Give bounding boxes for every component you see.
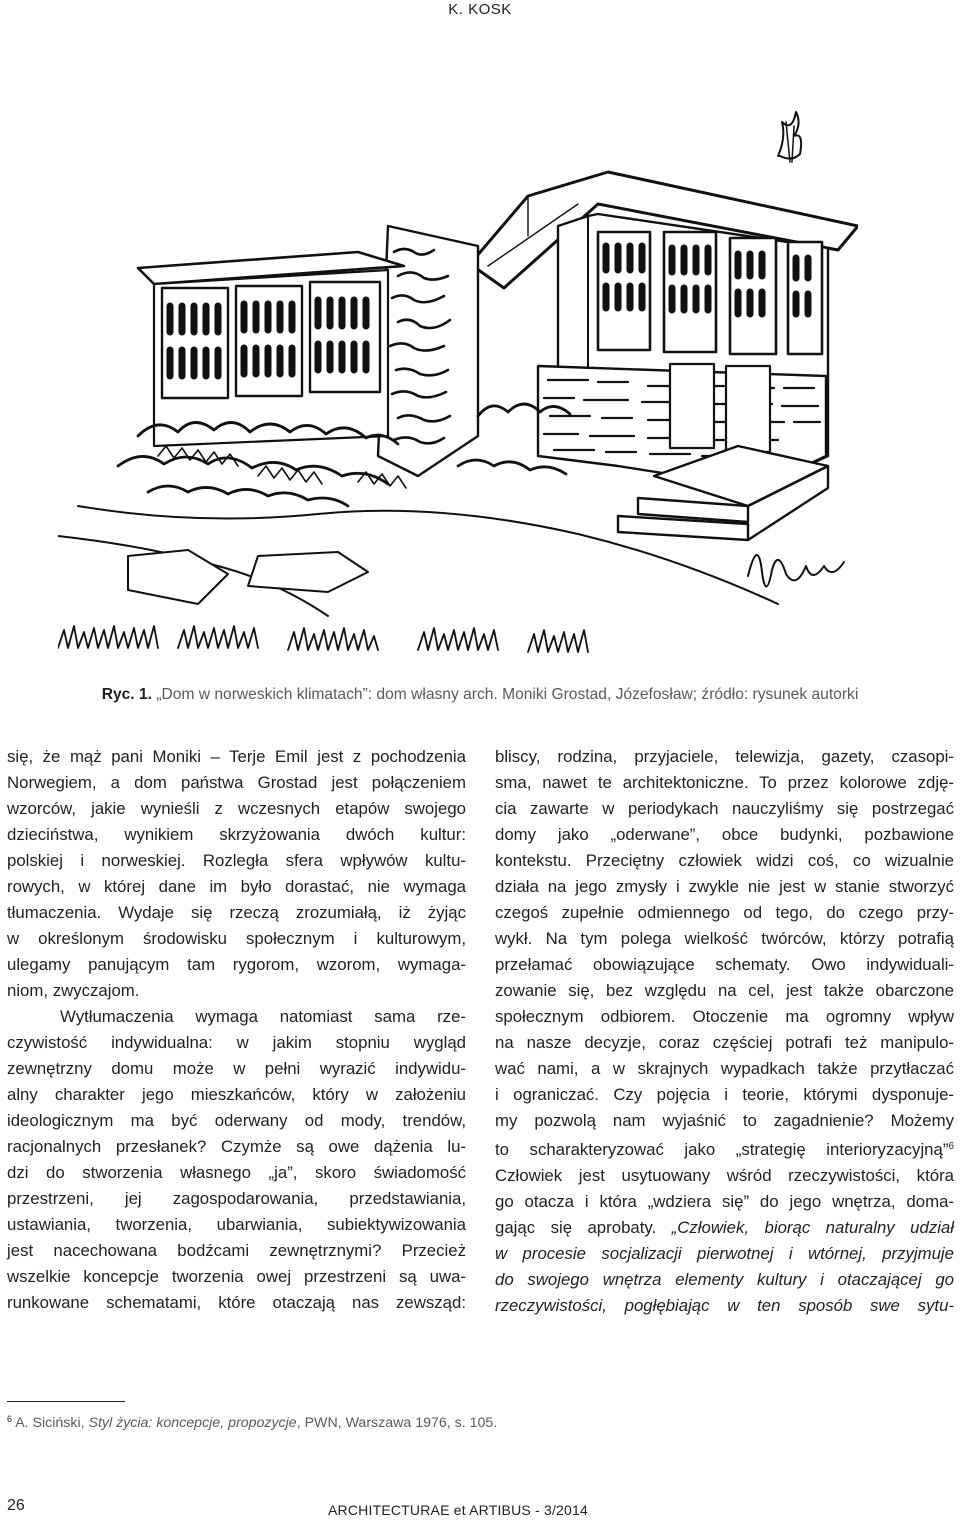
- left-column: [7, 744, 466, 1316]
- text-line: cia zawarte w periodykach nauczyliśmy się postrzegać: [495, 799, 954, 818]
- text-line: dzi do stworzenia własnego „ja”, skoro świadomość: [7, 1163, 466, 1182]
- footnote-marker: 6: [7, 1414, 13, 1424]
- text-line: wać nami, a w skrajnych wypadkach także przytłaczać: [495, 1059, 954, 1078]
- text-line: przełamać obowiązujące schematy. Owo indywiduali-: [495, 955, 954, 974]
- text-line: Norwegiem, a dom państwa Grostad jest połączeniem: [7, 773, 466, 792]
- text-line: runkowane schematami, które otaczają nas zewsząd:: [7, 1293, 466, 1312]
- text-line: w określonym środowisku społecznym i kulturowym,: [7, 929, 466, 948]
- text-line: ustawiania, tworzenia, ubarwiania, subiektywizowania: [7, 1215, 466, 1234]
- text-line-body: gając się aprobaty.: [495, 1218, 672, 1237]
- text-line: zewnętrzny domu może w pełni wyrazić indywidu-: [7, 1059, 466, 1078]
- text-line: na nasze decyzje, coraz częściej potrafi też manipulo-: [495, 1033, 954, 1052]
- text-line: społecznym odbiorem. Otoczenie ma ogromny wpływ: [495, 1007, 954, 1026]
- text-line: tłumaczenia. Wydaje się rzeczą zrozumiałą, iż żyjąc: [7, 903, 466, 922]
- footnote-author: A. Siciński,: [15, 1415, 89, 1431]
- right-column: [495, 744, 954, 1319]
- house-sketch-illustration: [58, 36, 858, 668]
- italic-quote: rzeczywistości, pogłębiając w ten sposób swe sytu-: [495, 1296, 954, 1315]
- text-line: Wytłumaczenia wymaga natomiast sama rze-: [60, 1007, 466, 1026]
- house-sketch-figure: [58, 36, 858, 668]
- text-line: dzieciństwa, wynikiem skrzyżowania dwóch kultur:: [7, 825, 466, 844]
- text-line: [495, 1241, 954, 1267]
- text-line: ulegamy panującym tam rygorom, wzorom, wymaga-: [7, 955, 466, 974]
- running-head: K. KOSK: [448, 1, 512, 18]
- footnote-publication: , PWN, Warszawa 1976, s. 105.: [296, 1415, 498, 1431]
- text-line: rowych, w której dane im było dorastać, nie wymaga: [7, 877, 466, 896]
- text-line: przestrzeni, jej zagospodarowania, przedstawiania,: [7, 1189, 466, 1208]
- text-line-body: to scharakteryzować jako „strategię interioryzacyjną”: [495, 1140, 949, 1159]
- text-line: domy jako „oderwane”, obce budynki, pozbawione: [495, 825, 954, 844]
- italic-quote: w procesie socjalizacji pierwotnej i wtórnej, przyjmuje: [495, 1244, 954, 1263]
- text-line: wzorców, jakie wynieśli z wczesnych etapów swojego: [7, 799, 466, 818]
- caption-text: „Dom w norweskich klimatach”: dom własny arch. Moniki Grostad, Józefosław; źródło: rysunek autorki: [156, 686, 859, 703]
- text-line: go otacza i która „wdziera się” do jego wnętrza, doma-: [495, 1192, 954, 1211]
- footnote-divider: [7, 1401, 125, 1402]
- text-line: my pozwolą nam wyjaśnić to zagadnienie? Możemy: [495, 1111, 954, 1130]
- text-line: sma, nawet te architektoniczne. To przez kolorowe zdję-: [495, 773, 954, 792]
- text-line: działa na jego zmysły i zwykle nie jest w stanie stworzyć: [495, 877, 954, 896]
- caption-label: Ryc. 1.: [101, 686, 152, 703]
- text-line: wszelkie koncepcje tworzenia owej przestrzeni są uwa-: [7, 1267, 466, 1286]
- text-line: zowanie się, bez względu na cel, jest także obarczone: [495, 981, 954, 1000]
- text-line: alny charakter jego mieszkańców, który w założeniu: [7, 1085, 466, 1104]
- text-line: niom, zwyczajom.: [7, 981, 140, 1000]
- text-line: czywistość indywidualna: w jakim stopniu wygląd: [7, 1033, 466, 1052]
- footnote: [7, 1409, 497, 1433]
- text-line: i ograniczać. Czy pojęcia i teorie, którymi dysponuje-: [495, 1085, 954, 1104]
- text-line: ideologicznym ma być oderwany od mody, trendów,: [7, 1111, 466, 1130]
- text-line: się, że mąż pani Moniki – Terje Emil jest z pochodzenia: [7, 747, 466, 766]
- text-line: [495, 1267, 954, 1293]
- footnote-reference[interactable]: 6: [948, 1141, 954, 1152]
- footnote-title: Styl życia: koncepcje, propozycje: [88, 1415, 297, 1431]
- figure-caption: [0, 685, 960, 705]
- text-line: racjonalnych przesłanek? Czymże są owe dążenia lu-: [7, 1137, 466, 1156]
- page-number: 26: [7, 1497, 25, 1514]
- journal-title: ARCHITECTURAE et ARTIBUS - 3/2014: [328, 1502, 588, 1518]
- italic-quote: „Człowiek, biorąc naturalny udział: [671, 1218, 954, 1237]
- text-line: [495, 1293, 954, 1319]
- italic-quote: do swojego wnętrza elementy kultury i otaczającej go: [495, 1270, 954, 1289]
- paragraph-2: [7, 1004, 466, 1316]
- text-line: kontekstu. Przeciętny człowiek widzi coś, co wizualnie: [495, 851, 954, 870]
- paragraph-3: [495, 744, 954, 1319]
- text-line: [495, 1215, 954, 1241]
- text-line: wykł. Na tym polega wielkość twórców, którzy potrafią: [495, 929, 954, 948]
- paragraph-1: [7, 744, 466, 1004]
- text-line: czegoś zupełnie odmiennego od tego, do czego przy-: [495, 903, 954, 922]
- text-line: jest nacechowana bodźcami zewnętrznymi? Przecież: [7, 1241, 466, 1260]
- text-line: bliscy, rodzina, przyjaciele, telewizja, gazety, czasopi-: [495, 747, 954, 766]
- text-line: [495, 1134, 954, 1163]
- text-line: Człowiek jest usytuowany wśród rzeczywistości, która: [495, 1166, 954, 1185]
- text-line: polskiej i norweskiej. Rozległa sfera wpływów kultu-: [7, 851, 466, 870]
